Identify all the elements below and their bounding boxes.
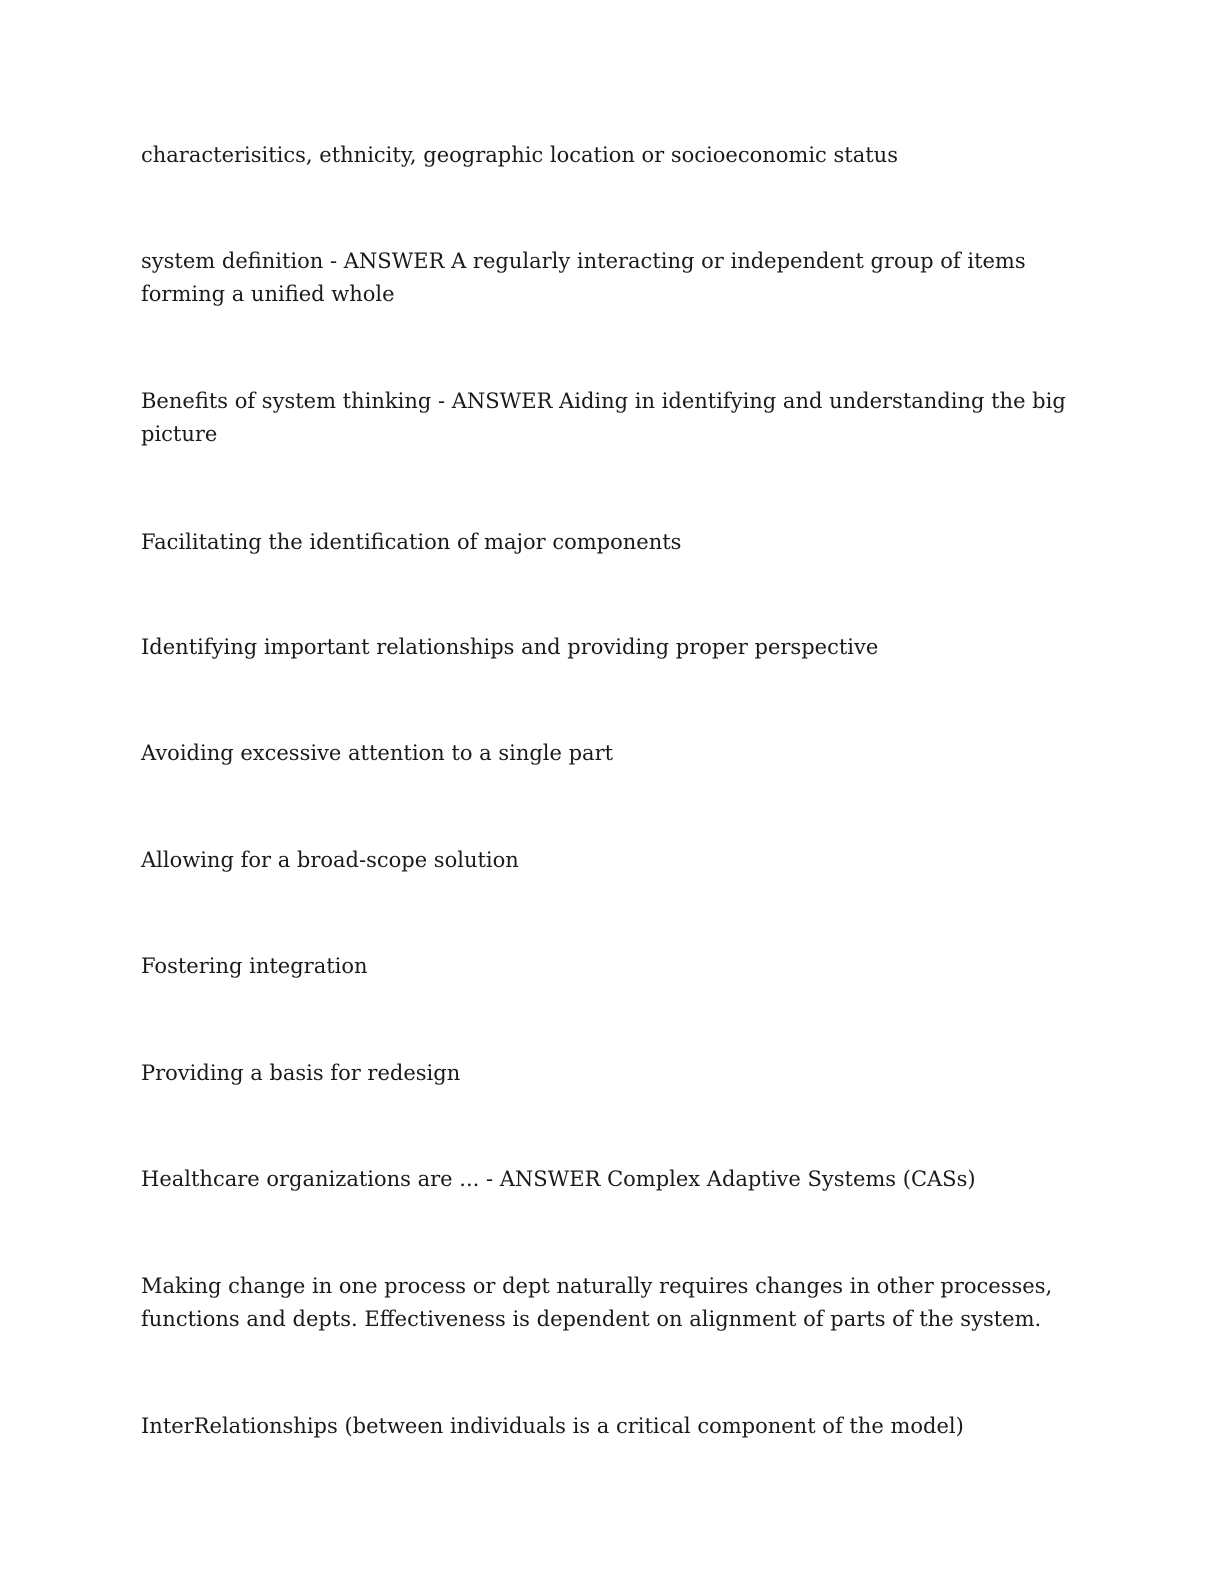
paragraph-interrelationships: InterRelationships (between individuals is a critical component of the model): [141, 1414, 964, 1438]
paragraph-healthcare-cas: Healthcare organizations are ... - ANSWER Complex Adaptive Systems (CASs): [141, 1167, 976, 1191]
paragraph-fostering-integration: Fostering integration: [141, 954, 368, 978]
paragraph-major-components: Facilitating the identification of major components: [141, 530, 682, 554]
paragraph-demographics: characterisitics, ethnicity, geographic location or socioeconomic status: [141, 143, 898, 167]
paragraph-benefits-system-thinking: Benefits of system thinking - ANSWER Aiding in identifying and understanding the big picture: [141, 389, 1066, 446]
paragraph-avoid-single-part: Avoiding excessive attention to a single part: [141, 741, 614, 765]
paragraph-broad-scope-solution: Allowing for a broad-scope solution: [141, 848, 519, 872]
paragraph-system-definition: system definition - ANSWER A regularly interacting or independent group of items forming a unified whole: [141, 249, 1026, 306]
paragraph-basis-for-redesign: Providing a basis for redesign: [141, 1061, 461, 1085]
paragraph-important-relationships: Identifying important relationships and providing proper perspective: [141, 635, 879, 659]
paragraph-making-change: Making change in one process or dept naturally requires changes in other processes, functions and depts. Effectiveness is dependent on alignment of parts of the system.: [141, 1274, 1053, 1331]
